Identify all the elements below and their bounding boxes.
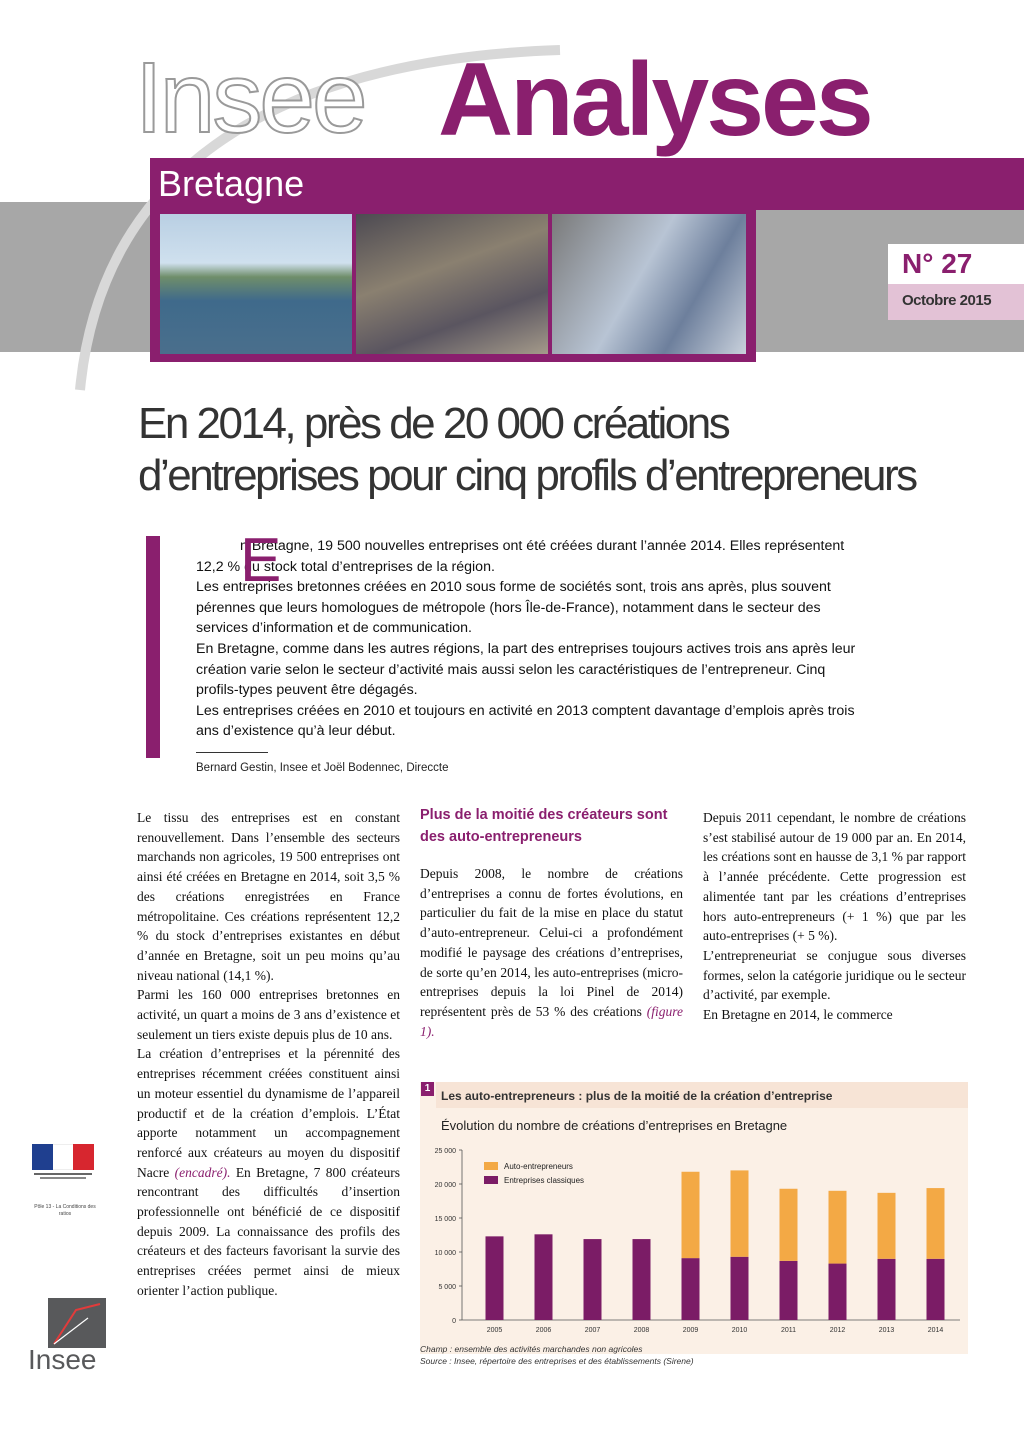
gov-department-text: Pôle 13 - La Conditions des ratios bbox=[34, 1204, 96, 1217]
y-tick-label: 0 bbox=[452, 1318, 456, 1325]
x-tick-label: 2009 bbox=[682, 1327, 699, 1334]
bar-auto-entrepreneurs-2010 bbox=[731, 1170, 749, 1256]
bar-entreprises-classiques-2006 bbox=[535, 1234, 553, 1320]
region-name: Bretagne bbox=[158, 163, 305, 204]
figure-number: 1 bbox=[421, 1082, 434, 1096]
x-tick-label: 2014 bbox=[927, 1327, 944, 1334]
body-paragraph bbox=[137, 1044, 400, 1300]
legend-label: Auto-entrepreneurs bbox=[504, 1162, 573, 1171]
body-column-3 bbox=[703, 808, 966, 1025]
body-paragraph: Le tissu des entreprises est en constant renouvellement. Dans l’ensemble des secteurs marchands non agricoles, 19 500 entreprises ont ainsi été créées en Bretagne en 2014, soit 3,5 % des créations enregistrées en France métropolitaine. Ces créations représentent 12,2 % du stock d’entreprises existantes en début d’année en Bretagne, soit un peu moins qu’au niveau national (14,1 %). bbox=[137, 810, 400, 983]
intro-summary bbox=[196, 526, 856, 742]
insee-logo-text: Insee bbox=[28, 1344, 97, 1375]
bar-entreprises-classiques-2008 bbox=[633, 1239, 651, 1320]
legend-swatch bbox=[484, 1162, 498, 1170]
author-divider bbox=[196, 752, 268, 753]
legend-label: Entreprises classiques bbox=[504, 1176, 585, 1185]
y-tick-label: 25 000 bbox=[434, 1148, 456, 1155]
y-tick-label: 5 000 bbox=[438, 1284, 456, 1291]
y-tick-label: 10 000 bbox=[434, 1250, 456, 1257]
photo-street-crowd bbox=[356, 214, 548, 354]
chart-title: Évolution du nombre de créations d’entreprises en Bretagne bbox=[441, 1118, 788, 1133]
bar-entreprises-classiques-2013 bbox=[878, 1259, 896, 1320]
x-tick-label: 2013 bbox=[878, 1327, 895, 1334]
body-paragraph: En Bretagne en 2014, le commerce bbox=[703, 1007, 893, 1023]
x-tick-label: 2005 bbox=[486, 1327, 503, 1334]
article-title: En 2014, près de 20 000 créations d’entreprises pour cinq profils d’entrepreneurs bbox=[138, 399, 916, 500]
intro-paragraph: n Bretagne, 19 500 nouvelles entreprises ont été créées durant l’année 2014. Elles représentent 12,2 % du stock total d’entreprises de la région. bbox=[196, 538, 845, 575]
stacked-bar-chart bbox=[420, 1134, 968, 1342]
intro-paragraph: Les entreprises créées en 2010 et toujours en activité en 2013 comptent davantage d’emplois après trois ans d’existence qu’à leur début. bbox=[196, 702, 855, 740]
issue-number: N° 27 bbox=[902, 248, 973, 279]
x-tick-label: 2010 bbox=[731, 1327, 748, 1334]
body-text: La création d’entreprises et la pérennité des entreprises récemment créées constituent ainsi un moteur essentiel du dynamisme de l’appareil productif et de la création d’emplois. L’État apporte notamment un accompagnement renforcé aux créateurs au moyen du dispositif Nacre bbox=[137, 1046, 400, 1180]
section-subheading: Plus de la moitié des créateurs sont des auto-entrepreneurs bbox=[420, 807, 668, 845]
photo-lab-worker bbox=[552, 214, 746, 354]
x-tick-label: 2011 bbox=[780, 1327, 797, 1334]
bar-entreprises-classiques-2007 bbox=[584, 1239, 602, 1320]
article-authors: Bernard Gestin, Insee et Joël Bodennec, Direccte bbox=[196, 762, 449, 774]
intro-accent-bar bbox=[146, 536, 160, 758]
bar-auto-entrepreneurs-2014 bbox=[927, 1188, 945, 1259]
brand-insee: Insee bbox=[135, 42, 365, 154]
republique-francaise-logo bbox=[32, 1144, 94, 1170]
body-paragraph: Depuis 2011 cependant, le nombre de créations s’est stabilisé autour de 19 000 par an. En 2014, les créations sont en hausse de 3,1 % par rapport à l’année précédente. Cette progression est alimentée tant par les créations d’entreprises hors auto-entrepreneurs (+ 1 %) que par les auto-entreprises (+ 5 %). bbox=[703, 810, 966, 944]
bar-entreprises-classiques-2014 bbox=[927, 1259, 945, 1320]
header-photo-strip bbox=[150, 210, 756, 362]
x-tick-label: 2012 bbox=[829, 1327, 846, 1334]
body-column-1 bbox=[137, 808, 400, 1301]
bar-auto-entrepreneurs-2009 bbox=[682, 1172, 700, 1258]
body-text: Depuis 2008, le nombre de créations d’entreprises a connu de fortes évolutions, en particulier du fait de la mise en place du statut d’auto-entrepreneur. Celui-ci a profondément modifié le paysage des créations d’entreprises, de sorte qu’en 2014, les auto-entreprises (micro-entreprises depuis la loi Pinel de 2014) représentent près de 53 % des créations bbox=[420, 866, 683, 1019]
bar-entreprises-classiques-2009 bbox=[682, 1258, 700, 1320]
legend-swatch bbox=[484, 1176, 498, 1184]
body-paragraph: Parmi les 160 000 entreprises bretonnes en activité, un quart a moins de 3 ans d’existence et seulement un tiers existe depuis plus de 10 ans. bbox=[137, 987, 400, 1042]
bar-entreprises-classiques-2011 bbox=[780, 1261, 798, 1320]
y-tick-label: 15 000 bbox=[434, 1216, 456, 1223]
bar-entreprises-classiques-2010 bbox=[731, 1257, 749, 1320]
bar-auto-entrepreneurs-2013 bbox=[878, 1193, 896, 1259]
box-reference-link[interactable]: (encadré). bbox=[174, 1164, 231, 1180]
republique-francaise-text-marks bbox=[32, 1172, 94, 1182]
body-paragraph: L’entrepreneuriat se conjugue sous diverses formes, selon la catégorie juridique ou le secteur d’activité, par exemple. bbox=[703, 947, 966, 1003]
bar-entreprises-classiques-2005 bbox=[486, 1236, 504, 1320]
bar-entreprises-classiques-2012 bbox=[829, 1264, 847, 1320]
x-tick-label: 2007 bbox=[584, 1327, 601, 1334]
figure-reference-link[interactable]: (figure 1). bbox=[420, 1003, 683, 1039]
x-tick-label: 2006 bbox=[535, 1327, 552, 1334]
bar-auto-entrepreneurs-2011 bbox=[780, 1189, 798, 1261]
intro-paragraph: En Bretagne, comme dans les autres régions, la part des entreprises toujours actives trois ans après leur création varie selon le secteur d’activité mais aussi selon les caractéristiques de l’entrepreneur. Cinq profils-types peuvent être dégagés. bbox=[196, 640, 856, 699]
y-tick-label: 20 000 bbox=[434, 1182, 456, 1189]
bar-auto-entrepreneurs-2012 bbox=[829, 1191, 847, 1264]
insee-logo-icon bbox=[48, 1298, 106, 1348]
body-text: En Bretagne, 7 800 créateurs rencontrant des difficultés d’insertion professionnelle ont bénéficié de ce dispositif depuis 2009. La connaissance des profils des créateurs et des facteurs favorisant la survie des entreprises créées permet ainsi de mieux orienter l’action publique. bbox=[137, 1164, 401, 1298]
figure-source-note: Source : Insee, répertoire des entreprises et des établissements (Sirene) bbox=[420, 1356, 694, 1366]
figure-scope-note: Champ : ensemble des activités marchandes non agricoles bbox=[420, 1344, 643, 1354]
x-tick-label: 2008 bbox=[633, 1327, 650, 1334]
brand-analyses: Analyses bbox=[438, 42, 871, 158]
issue-date: Octobre 2015 bbox=[902, 292, 992, 309]
body-column-2 bbox=[420, 864, 683, 1041]
intro-dropcap: E bbox=[240, 526, 282, 595]
intro-paragraph: Les entreprises bretonnes créées en 2010 sous forme de sociétés sont, trois ans après, plus souvent pérennes que leurs homologues de métropole (hors Île-de-France), notamment dans le secteur des services d’information et de communication. bbox=[196, 579, 831, 637]
figure-source-notes bbox=[420, 1343, 694, 1367]
photo-harbour bbox=[160, 214, 352, 354]
figure-title: Les auto-entrepreneurs : plus de la moitié de la création d’entreprise bbox=[441, 1089, 833, 1103]
